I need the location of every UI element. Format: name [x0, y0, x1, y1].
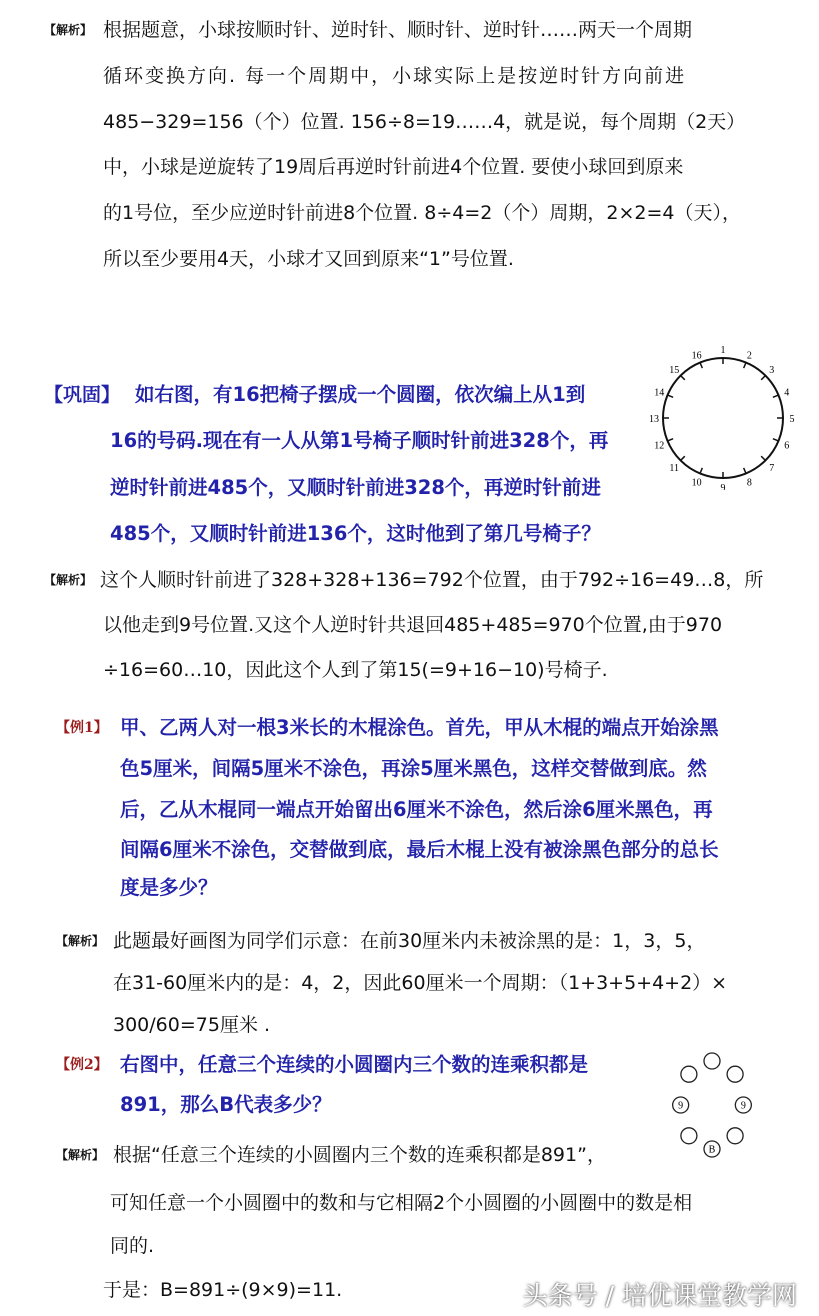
text-line: 此题最好画图为同学们示意：在前30厘米内未被涂黑的是：1，3，5， [113, 930, 706, 952]
chair-number: 13 [649, 414, 659, 425]
text-line: 在31-60厘米内的是：4，2，因此60厘米一个周期：（1+3+5+4+2）× [113, 972, 728, 994]
tick-mark [773, 395, 779, 397]
chair-number: 1 [720, 345, 726, 356]
tick-mark [744, 363, 746, 369]
number-circle [681, 1066, 697, 1082]
tick-mark [668, 439, 674, 441]
text-line: 可知任意一个小圆圈中的数和与它相隔2个小圆圈的小圆圈中的数是相 [110, 1192, 693, 1214]
number-circle [681, 1128, 697, 1144]
circle-value: B [708, 1144, 716, 1156]
problem-line: 如右图，有16把椅子摆成一个圆圈，依次编上从1到 [135, 383, 586, 406]
chair-circle-diagram [645, 340, 815, 490]
problem-line: 逆时针前进485个，又顺时针前进328个，再逆时针前进 [110, 476, 601, 499]
watermark: 头条号 / 培优课堂教学网 [522, 1281, 797, 1310]
problem-line: 891，那么B代表多少？ [120, 1093, 332, 1116]
example-label: 【例1】 [56, 720, 108, 736]
number-circle [727, 1128, 743, 1144]
chair-number: 16 [691, 350, 702, 362]
chair-number: 10 [691, 477, 702, 489]
chair-number: 11 [669, 462, 680, 474]
tick-mark [761, 456, 765, 460]
chair-number: 3 [769, 365, 775, 377]
chair-number: 2 [746, 350, 752, 362]
problem-line: 16的号码.现在有一人从第1号椅子顺时针前进328个，再 [110, 429, 609, 452]
circle-value: 9 [740, 1100, 746, 1112]
tick-mark [773, 439, 779, 441]
text-line: 循环变换方向. 每一个周期中，小球实际上是按逆时针方向前进 [103, 65, 687, 87]
analysis-label: 【解析】 [56, 1148, 105, 1162]
tick-mark [700, 468, 702, 474]
text-line: 485−329=156（个）位置. 156÷8=19……4，就是说，每个周期（2天） [103, 111, 746, 133]
text-line: 300/60=75厘米 . [113, 1014, 271, 1036]
problem-line: 间隔6厘米不涂色，交替做到底，最后木棍上没有被涂黑色部分的总长 [120, 838, 719, 861]
chair-number: 15 [669, 365, 680, 377]
text-line: 同的. [110, 1235, 155, 1257]
chair-number: 7 [769, 462, 775, 474]
tick-mark [681, 376, 685, 380]
chair-number: 8 [746, 477, 752, 489]
circle-value: 9 [678, 1100, 684, 1112]
text-line: 中，小球是逆旋转了19周后再逆时针前进4个位置. 要使小球回到原来 [103, 156, 684, 178]
number-circle [727, 1066, 743, 1082]
problem-line: 485个，又顺时针前进136个，这时他到了第几号椅子？ [110, 522, 601, 545]
analysis-label: 【解析】 [44, 23, 93, 37]
text-line: 这个人顺时针前进了328+328+136=792个位置，由于792÷16=49…8，所 [100, 569, 764, 591]
text-line: 于是：B=891÷(9×9)=11. [103, 1279, 343, 1301]
small-circles-diagram [655, 1050, 775, 1160]
text-line: 的1号位，至少应逆时针前进8个位置. 8÷4=2（个）周期，2×2=4（天）， [103, 202, 741, 224]
text-line: 根据“任意三个连续的小圆圈内三个数的连乘积都是891”， [113, 1144, 606, 1166]
number-circle [704, 1053, 720, 1069]
problem-line: 甲、乙两人对一根3米长的木棍涂色。首先，甲从木棍的端点开始涂黑 [120, 716, 719, 739]
chair-number: 9 [720, 483, 726, 490]
analysis-label: 【解析】 [44, 573, 93, 587]
problem-line: 色5厘米，间隔5厘米不涂色，再涂5厘米黑色，这样交替做到底。然 [120, 757, 707, 780]
problem-line: 度是多少？ [120, 876, 218, 899]
chair-number: 12 [654, 440, 665, 452]
chair-number: 4 [784, 387, 790, 399]
problem-line: 后，乙从木棍同一端点开始留出6厘米不涂色，然后涂6厘米黑色，再 [120, 798, 713, 821]
tick-mark [681, 456, 685, 460]
chair-number: 6 [784, 440, 790, 452]
chair-number: 14 [654, 387, 665, 399]
tick-mark [668, 395, 674, 397]
problem-line: 右图中，任意三个连续的小圆圈内三个数的连乘积都是 [120, 1053, 589, 1076]
analysis-label: 【解析】 [56, 934, 105, 948]
tick-mark [700, 363, 702, 369]
example-label: 【例2】 [56, 1057, 108, 1073]
consolidation-label: 【巩固】 [44, 384, 121, 406]
tick-mark [761, 376, 765, 380]
text-line: 以他走到9号位置.又这个人逆时针共退回485+485=970个位置,由于970 [103, 614, 723, 636]
text-line: 根据题意，小球按顺时针、逆时针、顺时针、逆时针……两天一个周期 [103, 19, 693, 41]
tick-mark [744, 468, 746, 474]
chair-number: 5 [789, 414, 795, 425]
text-line: 所以至少要用4天，小球才又回到原来“1”号位置. [103, 248, 514, 270]
text-line: ÷16=60…10，因此这个人到了第15(=9+16−10)号椅子. [103, 659, 608, 681]
